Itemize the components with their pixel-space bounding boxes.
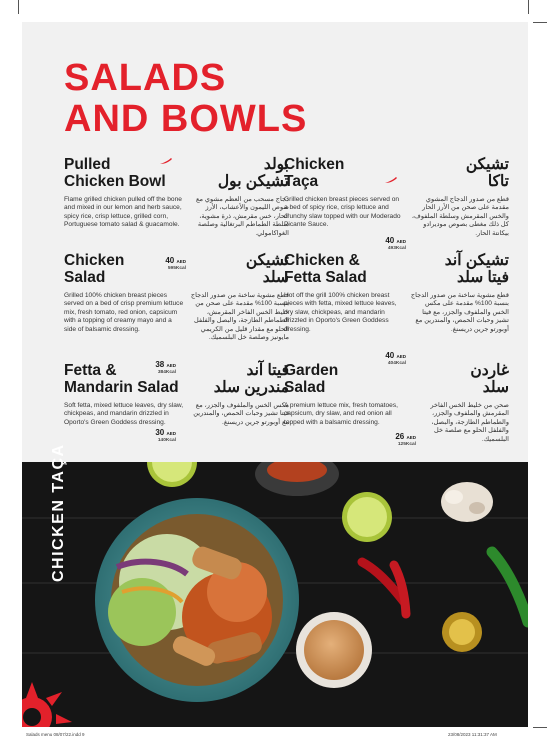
item-description-en: A premium lettuce mix, fresh tomatoes, capsicum, dry slaw, and red onion all topped with a balsamic dressing. bbox=[284, 402, 398, 426]
item-name-en: Chicken Salad bbox=[64, 252, 125, 286]
item-kcal: 384Kcal bbox=[157, 370, 176, 375]
item-name-ar: تشيكن آند فيتا سلد bbox=[444, 252, 509, 286]
item-description-en: Hot off the grill 100% chicken breast pieces with fetta, mixed lettuce leaves, dry slaw, chickpeas, and mandarin drizzled in Oporto's Green Goddess dressing. bbox=[284, 292, 397, 333]
crop-mark-bottom-right bbox=[533, 727, 547, 728]
item-price: 40 AED bbox=[385, 236, 406, 245]
item-kcal: 595Kcal bbox=[167, 266, 186, 271]
sauce-bowl bbox=[296, 612, 372, 688]
item-price: 40 AED bbox=[385, 351, 406, 360]
crop-mark-right-top bbox=[533, 22, 547, 23]
item-description-en: Grilled 100% chicken breast pieces served on a bed of crisp premium lettuce mix, fresh tomato, red onion, capsicum with a topping of creamy mayo and a side of balsamic dressing. bbox=[64, 292, 184, 333]
item-kcal: 493Kcal bbox=[387, 246, 406, 251]
menu-item-chicken-salad bbox=[64, 252, 289, 375]
oil-bottle bbox=[442, 612, 482, 652]
lime-slice bbox=[342, 492, 392, 542]
page-title bbox=[64, 58, 307, 140]
item-price: 30 AED bbox=[155, 428, 176, 437]
item-name-en: Fetta & Mandarin Salad bbox=[64, 362, 179, 396]
menu-item-chicken-taca bbox=[284, 156, 509, 266]
food-photo bbox=[22, 462, 528, 727]
item-kcal: 125Kcal bbox=[397, 442, 416, 447]
chili-icon bbox=[159, 157, 173, 165]
garlic bbox=[441, 482, 493, 522]
item-name-en: Chicken & Fetta Salad bbox=[284, 252, 367, 286]
crop-mark-top-right bbox=[528, 0, 529, 14]
item-description-en: Flame grilled chicken pulled off the bone and mixed in our lemon and herb sauce, spicy rice, crisp lettuce, grilled corn, Portuguese tomato salad & guacamole. bbox=[64, 196, 182, 229]
item-name-en: Chicken Taça bbox=[284, 156, 345, 190]
item-price: 38 AED bbox=[155, 360, 176, 369]
menu-item-fetta-mandarin-salad bbox=[64, 362, 289, 472]
page-title-line-2: AND BOWLS bbox=[64, 98, 308, 140]
item-description-en: Grilled chicken breast pieces served on a bed of spicy rice, crisp lettuce and crunchy slaw topped with our Moderado Picante Sauce. bbox=[284, 196, 401, 229]
item-description-ar: قطع مشوية ساخنة من صدور الدجاج بنسبة 100% مقدمة على مكس الخس والملفوف والجزر، مع فيتا تشيز وحبات الحمص، والمندرين مع أوبورتو جرين دريسنغ. bbox=[410, 292, 509, 333]
crop-mark-top-left bbox=[18, 0, 19, 14]
item-name-ar: فيتا آند مندرين سلد bbox=[213, 362, 289, 396]
photo-label: CHICKEN TAÇA bbox=[50, 443, 67, 582]
chili-icon bbox=[384, 176, 398, 184]
page-title-line-1: SALADS bbox=[64, 57, 227, 99]
item-description-ar: مكس الخس والملفوف والجزر، مع فيتا تشيز وحبات الحمص، والمندرين مع أوبورتو جرين دريسنغ. bbox=[193, 402, 289, 426]
menu-page bbox=[22, 22, 528, 727]
footer-file-slug: Salads menu 08/07/22.indd 9 bbox=[26, 732, 85, 737]
item-description-ar: قطع مشوية ساخنة من صدور الدجاج بنسبة 100% مقدمة على صحن من خليط الخس الفاخر المقرمش، الطماطم الطازجة، والبصل والفلفل الحلو مع مقدار قليل من الكريمي مايونيز وصلصة خل البلسميك. bbox=[190, 292, 289, 342]
salad-bowl bbox=[95, 498, 299, 702]
item-kcal: 404Kcal bbox=[387, 361, 406, 366]
menu-item-chicken-fetta-salad bbox=[284, 252, 509, 366]
item-name-ar: تشيكن سلد bbox=[245, 252, 289, 286]
item-description-en: Soft fetta, mixed lettuce leaves, dry slaw, chickpeas, and mandarin drizzled in Oporto's Green Goddess dressing. bbox=[64, 402, 184, 426]
item-description-ar: دجاج مسحب من العظم مشوي مع صوص الليمون والأعشاب، الأرز الحار، خس مقرمش، ذرة مشوية، سلطة الطماطم البرتغالية وصلصة الغواكامولي. bbox=[196, 196, 289, 237]
menu-item-garden-salad bbox=[284, 362, 509, 472]
item-description-ar: صحن من خليط الخس الفاخر المقرمش والملفوف والجزر، والطماطم الطازجة، والبصل، والفلفل الحلو مع صلصة خل البلسميك. bbox=[430, 402, 509, 443]
footer-timestamp: 23/08/2023 11:31:37 AM bbox=[448, 732, 497, 737]
item-name-en: Garden Salad bbox=[284, 362, 339, 396]
food-photo-illustration bbox=[22, 462, 528, 727]
item-price: 26 AED bbox=[395, 432, 416, 441]
item-name-en: Pulled Chicken Bowl bbox=[64, 156, 166, 190]
item-kcal: 140Kcal bbox=[157, 438, 176, 443]
item-name-ar: بولد تشيكن بول bbox=[217, 156, 289, 190]
item-name-ar: تشيكن تاكا bbox=[465, 156, 509, 190]
item-name-ar: غاردن سلد bbox=[470, 362, 509, 396]
item-price: 40 AED bbox=[165, 256, 186, 265]
item-description-ar: قطع من صدور الدجاج المشوي مقدمة على صحن من الأرز الحار والخس المقرمش وسلطة الملفوف، كل ذلك مغطى بصوص موديرادو بيكانتة الحار. bbox=[411, 196, 509, 237]
